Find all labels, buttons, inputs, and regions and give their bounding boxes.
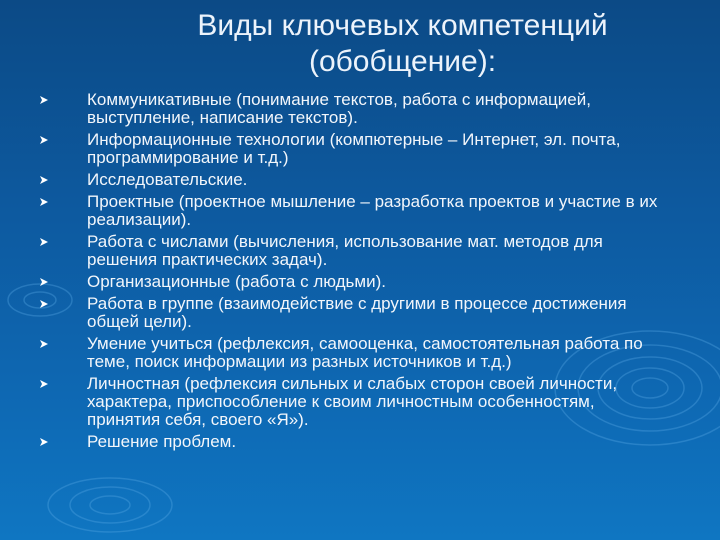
arrow-bullet-icon [39,437,49,447]
list-item [0,295,667,331]
list-item [0,433,667,451]
list-item [0,171,667,189]
competency-list [0,91,720,455]
list-item-text: Работа в группе (взаимодействие с другими в процессе достижения общей цели). [87,294,627,331]
list-item-text: Решение проблем. [87,432,237,451]
title-line-2: (обобщение): [308,45,497,78]
title-line-1: Виды ключевых компетенций [197,9,608,42]
list-item [0,335,667,371]
arrow-bullet-icon [39,175,49,185]
arrow-bullet-icon [39,197,49,207]
list-item-text: Личностная (рефлексия сильных и слабых сторон своей личности, характера, приспособление к своим личностным особенностям, принятия себя, своего «Я»). [87,374,618,429]
list-item-text: Исследовательские. [87,170,248,189]
list-item [0,233,667,269]
arrow-bullet-icon [39,135,49,145]
arrow-bullet-icon [39,95,49,105]
arrow-bullet-icon [39,379,49,389]
list-item [0,193,667,229]
list-item [0,273,667,291]
list-item-text: Коммуникативные (понимание текстов, работа с информацией, выступление, написание текстов). [87,90,591,127]
arrow-bullet-icon [39,277,49,287]
list-item-text: Работа с числами (вычисления, использование мат. методов для решения практических задач). [87,232,603,269]
arrow-bullet-icon [39,339,49,349]
slide-title [0,8,720,80]
list-item-text: Проектные (проектное мышление – разработка проектов и участие в их реализации). [87,192,658,229]
list-item-text: Организационные (работа с людьми). [87,272,386,291]
list-item [0,375,667,429]
list-item [0,131,667,167]
arrow-bullet-icon [39,299,49,309]
list-item-text: Умение учиться (рефлексия, самооценка, самостоятельная работа по теме, поиск информации из разных источников и т.д.) [87,334,643,371]
list-item-text: Информационные технологии (компютерные – Интернет, эл. почта, программирование и т.д.) [87,130,621,167]
list-item [0,91,667,127]
arrow-bullet-icon [39,237,49,247]
